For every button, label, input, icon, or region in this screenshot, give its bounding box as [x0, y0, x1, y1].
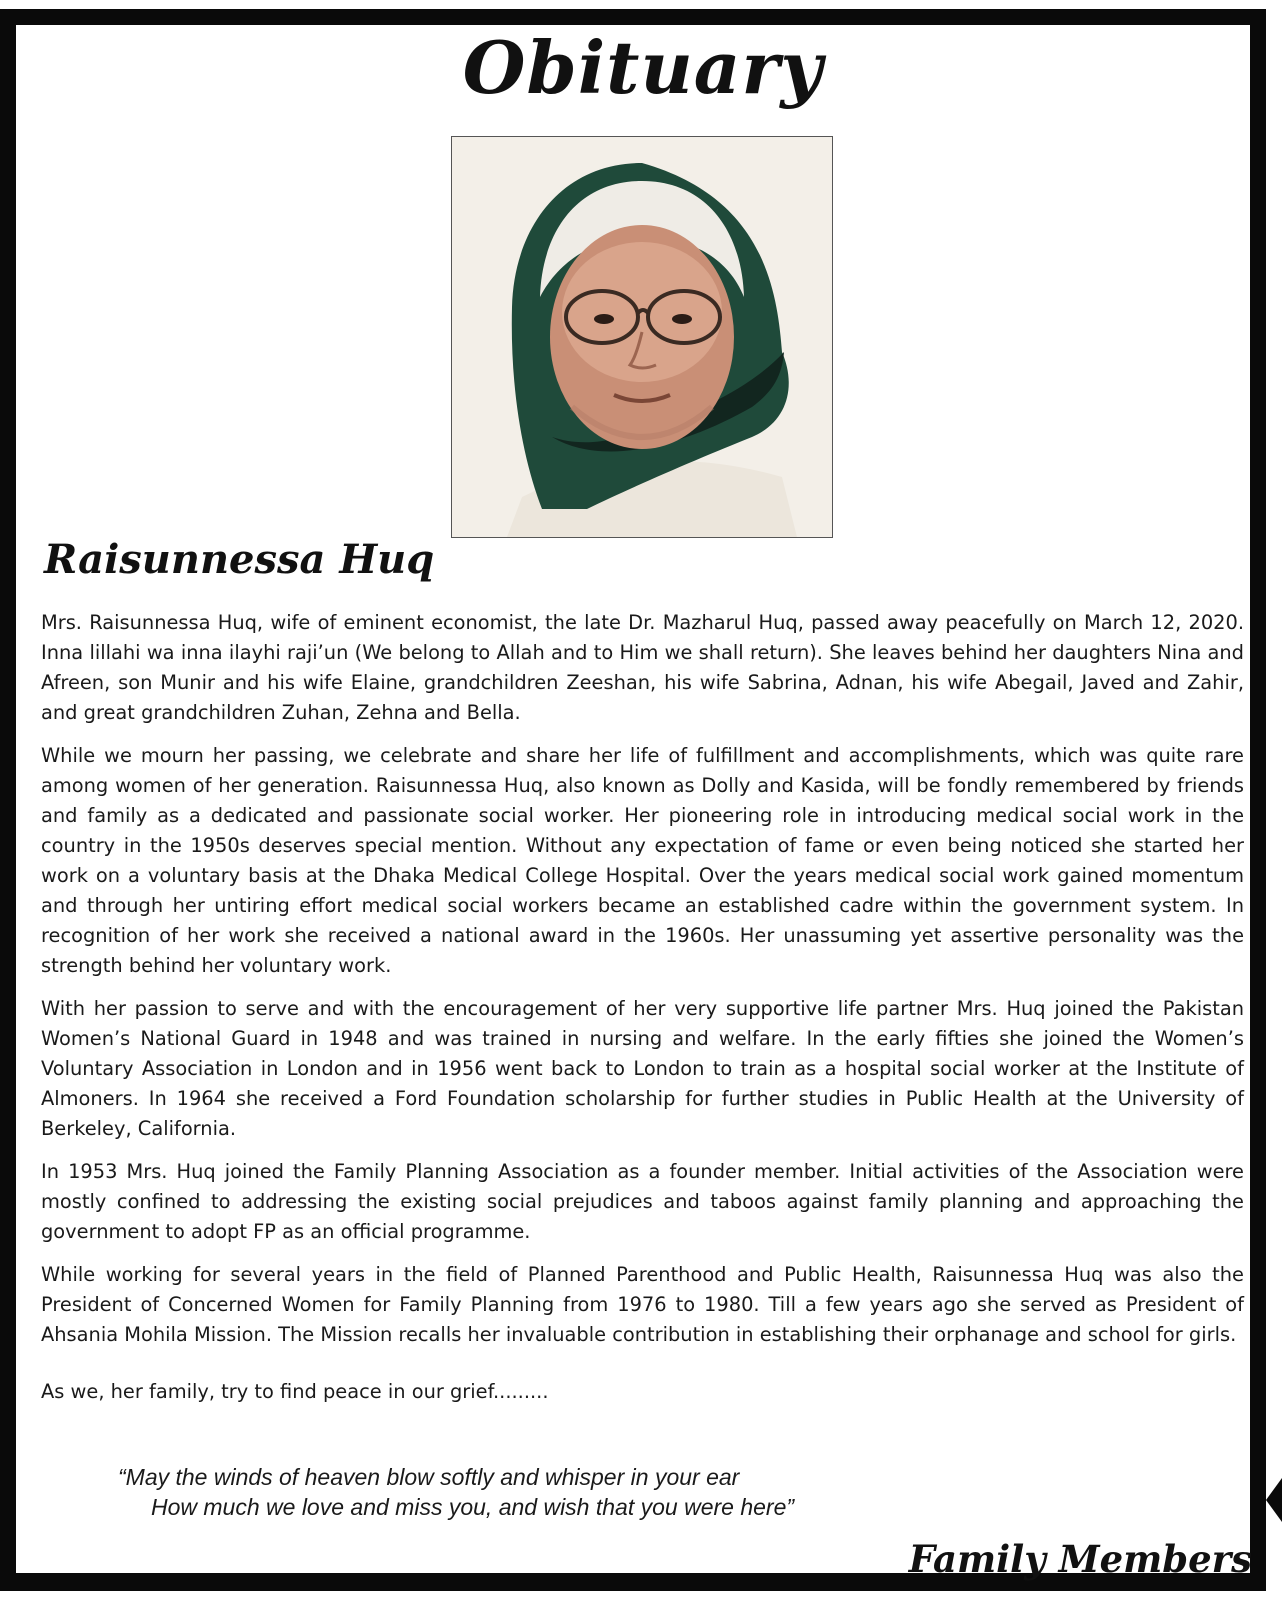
- paragraph-3: With her passion to serve and with the encouragement of her very supportive life partner Mrs. Huq joined the Pakistan Women’s National Guard in 1948 and was trained in nursing and welfare. In the early fifties she joined the Women’s Voluntary Association in London and in 1956 went back to London to train as a hospital social worker at the Institute of Almoners. In 1964 she received a Ford Foundation scholarship for further studies in Public Health at the University of Berkeley, California.: [41, 997, 1244, 1140]
- deceased-name: Raisunnessa Huq: [44, 536, 435, 583]
- page-title: Obituary: [462, 25, 824, 110]
- paragraph-2: While we mourn her passing, we celebrate and share her life of fulfillment and accomplishments, which was quite rare among women of her generation. Raisunnessa Huq, also known as Dolly and Kasida, will be fondly remembered by friends and family as a dedicated and passionate social worker. Her pioneering role in introducing medical social work in the country in the 1950s deserves special mention. Without any expectation of fame or even being noticed she started her work on a voluntary basis at the Dhaka Medical College Hospital. Over the years medical social work gained momentum and through her untiring effort medical social workers became an established cadre within the government system. In recognition of her work she received a national award in the 1960s. Her unassuming yet assertive personality was the strength behind her voluntary work.: [41, 744, 1244, 977]
- border-notch: [1266, 1478, 1282, 1522]
- portrait-illustration: [452, 137, 832, 537]
- memorial-poem: [118, 1462, 794, 1522]
- paragraph-5: While working for several years in the field of Planned Parenthood and Public Health, Raisunnessa Huq was also the President of Concerned Women for Family Planning from 1976 to 1980. Till a few years ago she served as President of Ahsania Mohila Mission. The Mission recalls her invaluable contribution in establishing their orphanage and school for girls.: [41, 1263, 1244, 1346]
- paragraph-1: Mrs. Raisunnessa Huq, wife of eminent economist, the late Dr. Mazharul Huq, passed away peacefully on March 12, 2020. Inna lillahi wa inna ilayhi raji’un (We belong to Allah and to Him we shall return). She leaves behind her daughters Nina and Afreen, son Munir and his wife Elaine, grandchildren Zeeshan, his wife Sabrina, Adnan, his wife Abegail, Javed and Zahir, and great grandchildren Zuhan, Zehna and Bella.: [41, 611, 1244, 724]
- closing-line: As we, her family, try to find peace in our grief.........: [41, 1380, 549, 1403]
- poem-line-1: “May the winds of heaven blow softly and whisper in your ear: [118, 1464, 740, 1490]
- signoff-family-members: Family Members: [908, 1537, 1252, 1581]
- paragraph-4: In 1953 Mrs. Huq joined the Family Planning Association as a founder member. Initial activities of the Association were mostly confined to addressing the existing social prejudices and taboos against family planning and approaching the government to adopt FP as an official programme.: [41, 1160, 1244, 1243]
- portrait-photo: [451, 136, 833, 538]
- obituary-body: [41, 608, 1244, 1420]
- poem-line-2: How much we love and miss you, and wish that you were here”: [151, 1494, 795, 1520]
